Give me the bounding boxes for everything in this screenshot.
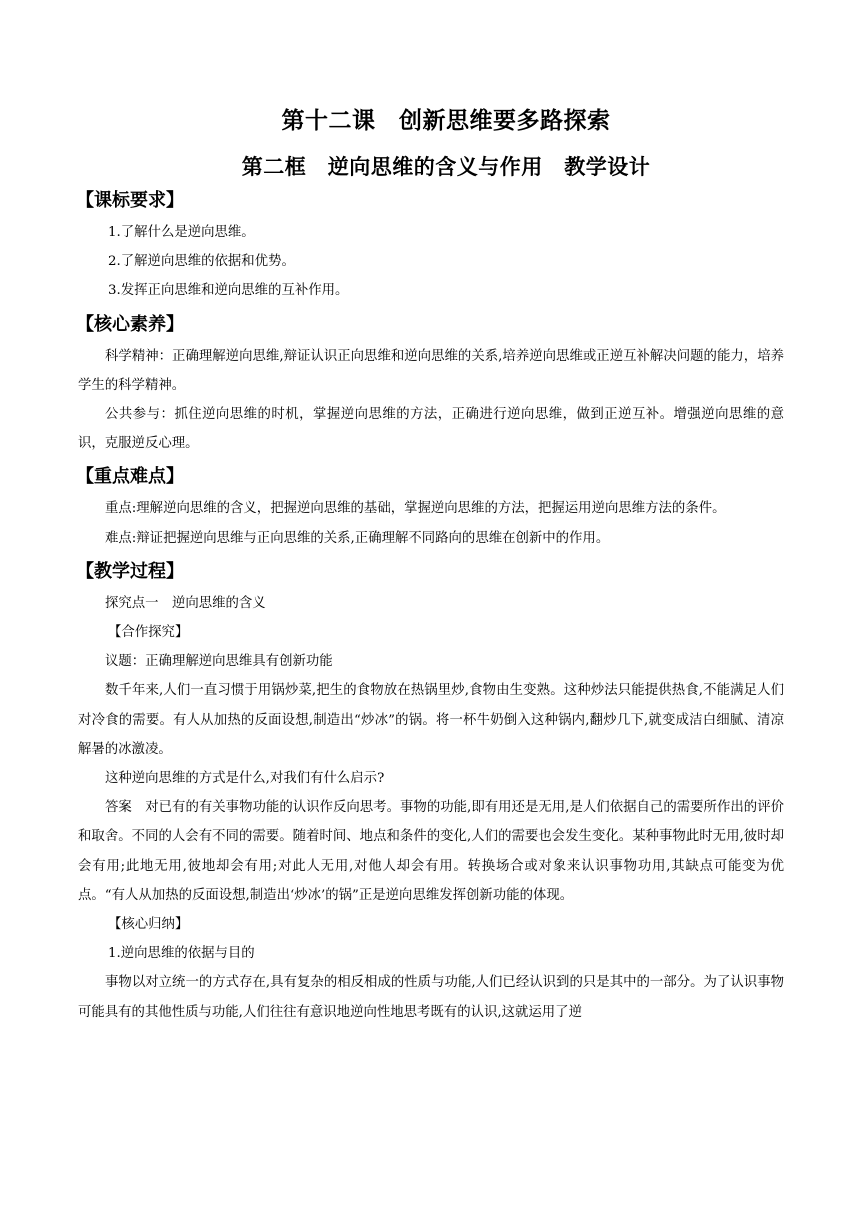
paragraph: 事物以对立统一的方式存在,具有复杂的相反相成的性质与功能,人们已经认识到的只是其中的一部分。为了认识事物可能具有的其他性质与功能,人们往往有意识地逆向性地思考既有的认识,这就运用了逆 bbox=[78, 975, 784, 1020]
list-item: 3.发挥正向思维和逆向思维的互补作用。 bbox=[108, 283, 349, 299]
tag-core-summary: 【核心归纳】 bbox=[108, 917, 189, 933]
section-curriculum bbox=[78, 184, 784, 306]
topic-line: 议题：正确理解逆向思维具有创新功能 bbox=[105, 654, 333, 670]
answer-paragraph: 答案 对已有的有关事物功能的认识作反向思考。事物的功能,即有用还是无用,是人们依据自己的需要所作出的评价和取舍。不同的人会有不同的需要。随着时间、地点和条件的变化,人们的需要也会发生变化。某种事物此时无用,彼时却会有用;此地无用,彼地却会有用;对此人无用,对他人却会有用。转换场合或对象来认识事物功用,其缺点可能变为优点。“有人从加热的反面设想,制造出‘炒冰’的锅”正是逆向思维发挥创新功能的体现。 bbox=[78, 800, 784, 903]
section-heading: 【核心素养】 bbox=[76, 313, 184, 335]
document-page bbox=[78, 96, 784, 1027]
section-heading: 【重点难点】 bbox=[76, 466, 184, 488]
section-teaching-process bbox=[78, 555, 784, 1027]
list-item: 1.了解什么是逆向思维。 bbox=[108, 225, 255, 240]
list-item: 1.逆向思维的依据与目的 bbox=[108, 946, 255, 962]
list-item: 2.了解逆向思维的依据和优势。 bbox=[108, 254, 295, 270]
paragraph: 难点:辩证把握逆向思维与正向思维的关系,正确理解不同路向的思维在创新中的作用。 bbox=[105, 530, 610, 546]
section-heading: 【教学过程】 bbox=[76, 560, 184, 582]
question-line: 这种逆向思维的方式是什么,对我们有什么启示? bbox=[105, 771, 385, 787]
tag-cooperative-inquiry: 【合作探究】 bbox=[108, 625, 189, 641]
section-core-literacy bbox=[78, 308, 784, 459]
section-heading: 【课标要求】 bbox=[76, 190, 184, 211]
section-key-points bbox=[78, 460, 784, 552]
document-subtitle: 第二框 逆向思维的含义与作用 教学设计 bbox=[241, 155, 651, 179]
paragraph: 公共参与：抓住逆向思维的时机，掌握逆向思维的方法，正确进行逆向思维，做到正逆互补。增强逆向思维的意识，克服逆反心理。 bbox=[78, 407, 784, 452]
paragraph: 数千年来,人们一直习惯于用锅炒菜,把生的食物放在热锅里炒,食物由生变熟。这种炒法只能提供热食,不能满足人们对冷食的需要。有人从加热的反面设想,制造出“炒冰”的锅。将一杯牛奶倒入这种锅内,翻炒几下,就变成洁白细腻、清凉解暑的冰激凌。 bbox=[78, 683, 784, 757]
paragraph: 重点:理解逆向思维的含义，把握逆向思维的基础，掌握逆向思维的方法，把握运用逆向思维方法的条件。 bbox=[105, 501, 726, 517]
inquiry-heading: 探究点一 逆向思维的含义 bbox=[105, 595, 266, 611]
paragraph: 科学精神：正确理解逆向思维,辩证认识正向思维和逆向思维的关系,培养逆向思维或正逆互补解决问题的能力，培养学生的科学精神。 bbox=[78, 348, 784, 393]
document-title: 第十二课 创新思维要多路探索 bbox=[281, 108, 611, 134]
